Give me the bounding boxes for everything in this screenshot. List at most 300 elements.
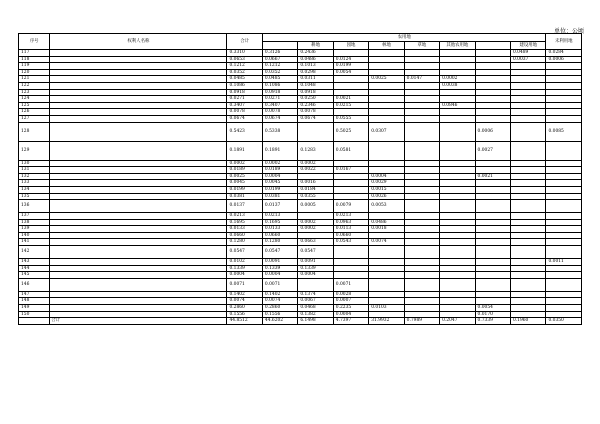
row-name — [50, 180, 227, 187]
row-cultivated: 0.0091 — [262, 259, 297, 266]
row-cultivated: 0.0381 — [262, 193, 297, 200]
row-unused — [546, 226, 582, 233]
row-unused — [546, 298, 582, 305]
row-name — [50, 109, 227, 116]
row-col-10: 0.0006 — [475, 122, 510, 141]
row-col-10 — [475, 219, 510, 226]
row-seq: 145 — [19, 272, 50, 279]
row-cultivated: 0.0002 — [262, 160, 297, 167]
table-row — [19, 82, 582, 89]
row-cultivated: 0.0133 — [262, 226, 297, 233]
row-seq: 146 — [19, 278, 50, 291]
row-col-9: 0.0038 — [440, 82, 475, 89]
row-cultivated: 0.0045 — [262, 180, 297, 187]
row-seq: 118 — [19, 56, 50, 63]
row-name — [50, 50, 227, 57]
row-col-10 — [475, 239, 510, 246]
row-other-farm — [404, 311, 439, 318]
row-grass: 0.0307 — [369, 122, 404, 141]
row-unused — [546, 311, 582, 318]
row-other-farm — [404, 122, 439, 141]
row-col-10 — [475, 259, 510, 266]
row-total: 0.1891 — [227, 141, 262, 160]
row-col-9 — [440, 160, 475, 167]
table-row — [19, 246, 582, 259]
row-name — [50, 305, 227, 312]
row-forest: 0.0215 — [333, 102, 368, 109]
row-construction — [510, 265, 546, 272]
row-cultivated: 0.0189 — [262, 167, 297, 174]
header-grass: 草地 — [404, 42, 439, 50]
row-construction — [510, 160, 546, 167]
row-col-10 — [475, 213, 510, 220]
row-other-farm — [404, 56, 439, 63]
row-cultivated: 0.3126 — [262, 50, 297, 57]
row-col-9 — [440, 96, 475, 103]
row-total: 0.0137 — [227, 200, 262, 213]
row-name — [50, 259, 227, 266]
row-construction: 0.1960 — [510, 318, 546, 325]
row-col-9 — [440, 69, 475, 76]
row-col-10: 0.0170 — [475, 311, 510, 318]
row-total: 0.1086 — [227, 82, 262, 89]
row-construction — [510, 63, 546, 70]
row-construction — [510, 180, 546, 187]
row-construction — [510, 213, 546, 220]
row-grass — [369, 50, 404, 57]
row-grass — [369, 272, 404, 279]
row-cultivated: 0.1280 — [262, 239, 297, 246]
row-unused — [546, 141, 582, 160]
table-row — [19, 102, 582, 109]
unit-label: 单位：公顷 — [553, 28, 584, 35]
row-unused — [546, 173, 582, 180]
table-row — [19, 180, 582, 187]
row-other-farm: 0.0147 — [404, 76, 439, 83]
row-name — [50, 298, 227, 305]
row-other-farm — [404, 96, 439, 103]
row-other-farm — [404, 50, 439, 57]
row-name — [50, 82, 227, 89]
row-forest — [333, 76, 368, 83]
row-garden: 0.0091 — [298, 259, 333, 266]
row-total: 0.0660 — [227, 232, 262, 239]
row-garden: 0.2346 — [298, 102, 333, 109]
row-col-9 — [440, 141, 475, 160]
row-forest: 0.5025 — [333, 122, 368, 141]
row-grass — [369, 56, 404, 63]
row-col-10: 0.7339 — [475, 318, 510, 325]
table-row — [19, 76, 582, 83]
row-construction — [510, 167, 546, 174]
table-row — [19, 63, 582, 70]
table-row — [19, 219, 582, 226]
row-seq: 133 — [19, 180, 50, 187]
row-unused — [546, 96, 582, 103]
row-cultivated: 0.0918 — [262, 89, 297, 96]
row-unused — [546, 232, 582, 239]
row-name — [50, 63, 227, 70]
row-col-10 — [475, 63, 510, 70]
row-construction — [510, 76, 546, 83]
row-col-10 — [475, 96, 510, 103]
row-grass: 0.0053 — [369, 200, 404, 213]
row-col-10 — [475, 278, 510, 291]
row-construction — [510, 200, 546, 213]
row-total: 0.1280 — [227, 239, 262, 246]
row-col-10 — [475, 226, 510, 233]
row-total: 0.0004 — [227, 272, 262, 279]
row-garden: 0.2436 — [298, 50, 333, 57]
table-row — [19, 69, 582, 76]
row-forest: 4.7397 — [333, 318, 368, 325]
row-name — [50, 89, 227, 96]
row-grass — [369, 141, 404, 160]
row-construction — [510, 278, 546, 291]
row-total: 0.0074 — [227, 298, 262, 305]
row-other-farm — [404, 160, 439, 167]
row-forest: 0.0007 — [333, 298, 368, 305]
row-seq: 125 — [19, 102, 50, 109]
table-row — [19, 239, 582, 246]
row-name — [50, 226, 227, 233]
row-grass — [369, 167, 404, 174]
row-cultivated: 0.0078 — [262, 109, 297, 116]
header-blank-1 — [262, 42, 297, 50]
row-garden: 0.0002 — [298, 219, 333, 226]
row-grass: 0.0015 — [369, 186, 404, 193]
row-garden: 0.1283 — [298, 141, 333, 160]
row-garden: 0.0002 — [298, 226, 333, 233]
row-garden: 0.0486 — [298, 56, 333, 63]
row-seq: 135 — [19, 193, 50, 200]
row-unused — [546, 115, 582, 122]
row-col-9 — [440, 259, 475, 266]
row-col-10 — [475, 272, 510, 279]
row-garden — [298, 213, 333, 220]
row-other-farm — [404, 193, 439, 200]
row-col-10 — [475, 160, 510, 167]
table-row — [19, 193, 582, 200]
row-seq: 131 — [19, 167, 50, 174]
row-cultivated: 0.1402 — [262, 291, 297, 298]
land-use-table — [18, 33, 582, 325]
header-construction: 建设用地 — [510, 42, 546, 50]
row-cultivated: 0.0547 — [262, 246, 297, 259]
row-garden: 0.0022 — [298, 167, 333, 174]
row-forest — [333, 272, 368, 279]
row-construction — [510, 115, 546, 122]
row-seq: 120 — [19, 69, 50, 76]
row-garden: 0.0547 — [298, 246, 333, 259]
table-row — [19, 89, 582, 96]
row-total: 0.0102 — [227, 259, 262, 266]
row-garden: 0.0250 — [298, 96, 333, 103]
row-col-10 — [475, 69, 510, 76]
row-seq: 124 — [19, 96, 50, 103]
row-forest: 0.0660 — [333, 232, 368, 239]
row-total: 0.0213 — [227, 213, 262, 220]
table-row — [19, 213, 582, 220]
row-seq: 128 — [19, 122, 50, 141]
row-construction — [510, 89, 546, 96]
row-forest — [333, 265, 368, 272]
row-construction — [510, 109, 546, 116]
row-unused — [546, 102, 582, 109]
row-unused — [546, 213, 582, 220]
row-cultivated: 0.1339 — [262, 265, 297, 272]
row-grass — [369, 232, 404, 239]
row-grass — [369, 265, 404, 272]
table-row — [19, 167, 582, 174]
row-unused — [546, 239, 582, 246]
row-name — [50, 76, 227, 83]
table-row — [19, 265, 582, 272]
row-garden: 0.0674 — [298, 115, 333, 122]
row-forest: 0.0028 — [333, 291, 368, 298]
row-other-farm — [404, 173, 439, 180]
row-other-farm — [404, 246, 439, 259]
row-grass — [369, 82, 404, 89]
row-other-farm — [404, 102, 439, 109]
row-construction — [510, 102, 546, 109]
row-col-10 — [475, 109, 510, 116]
row-forest: 0.0199 — [333, 63, 368, 70]
row-col-10 — [475, 232, 510, 239]
row-forest: 0.0581 — [333, 141, 368, 160]
row-forest — [333, 180, 368, 187]
row-col-9 — [440, 278, 475, 291]
row-total: 0.0918 — [227, 89, 262, 96]
row-garden — [298, 232, 333, 239]
row-total: 0.1695 — [227, 219, 262, 226]
row-unused: 0.0006 — [546, 56, 582, 63]
row-total: 0.5423 — [227, 122, 262, 141]
row-col-9 — [440, 226, 475, 233]
row-forest — [333, 186, 368, 193]
row-grass — [369, 291, 404, 298]
row-garden: 0.1382 — [298, 311, 333, 318]
header-cultivated: 耕地 — [298, 42, 333, 50]
row-garden: 0.0184 — [298, 186, 333, 193]
row-garden: 0.0355 — [298, 193, 333, 200]
row-name: 合计 — [50, 318, 227, 325]
row-other-farm — [404, 265, 439, 272]
header-total: 合计 — [227, 34, 262, 50]
row-col-10 — [475, 56, 510, 63]
row-col-9 — [440, 239, 475, 246]
row-forest: 0.0004 — [333, 311, 368, 318]
row-total: 0.1556 — [227, 311, 262, 318]
row-total: 0.1339 — [227, 265, 262, 272]
row-name — [50, 122, 227, 141]
row-seq: 148 — [19, 298, 50, 305]
row-name — [50, 173, 227, 180]
row-cultivated: 0.0199 — [262, 186, 297, 193]
row-unused — [546, 200, 582, 213]
row-forest — [333, 82, 368, 89]
row-construction — [510, 226, 546, 233]
table-row — [19, 160, 582, 167]
row-grass: 0.0486 — [369, 219, 404, 226]
row-seq: 139 — [19, 226, 50, 233]
row-col-9 — [440, 173, 475, 180]
row-forest: 0.0555 — [333, 115, 368, 122]
row-cultivated: 0.1086 — [262, 82, 297, 89]
row-garden: 0.0078 — [298, 109, 333, 116]
row-forest — [333, 160, 368, 167]
row-construction — [510, 219, 546, 226]
row-name — [50, 246, 227, 259]
row-grass — [369, 160, 404, 167]
row-garden: 0.0918 — [298, 89, 333, 96]
row-construction — [510, 272, 546, 279]
row-forest: 0.0071 — [333, 278, 368, 291]
row-cultivated: 0.0074 — [262, 298, 297, 305]
row-col-9 — [440, 200, 475, 213]
table-row — [19, 298, 582, 305]
row-col-9 — [440, 213, 475, 220]
row-name — [50, 141, 227, 160]
row-seq: 119 — [19, 63, 50, 70]
row-grass — [369, 109, 404, 116]
row-forest — [333, 259, 368, 266]
row-garden: 0.0298 — [298, 69, 333, 76]
row-construction — [510, 311, 546, 318]
row-name — [50, 311, 227, 318]
row-unused — [546, 160, 582, 167]
row-unused — [546, 82, 582, 89]
row-garden: 0.0067 — [298, 298, 333, 305]
row-name — [50, 69, 227, 76]
row-seq: 129 — [19, 141, 50, 160]
table-row — [19, 109, 582, 116]
table-row — [19, 259, 582, 266]
row-construction — [510, 305, 546, 312]
row-col-9 — [440, 272, 475, 279]
row-col-9 — [440, 56, 475, 63]
row-grass — [369, 311, 404, 318]
row-unused: 0.0350 — [546, 318, 582, 325]
row-grass — [369, 115, 404, 122]
row-col-10 — [475, 167, 510, 174]
row-grass: 0.0018 — [369, 226, 404, 233]
row-other-farm: 0.7989 — [404, 318, 439, 325]
row-other-farm — [404, 232, 439, 239]
table-row — [19, 311, 582, 318]
row-col-9: 0.0002 — [440, 76, 475, 83]
row-total: 0.0045 — [227, 180, 262, 187]
row-forest: 0.2235 — [333, 305, 368, 312]
row-other-farm — [404, 272, 439, 279]
row-grass — [369, 298, 404, 305]
row-grass — [369, 63, 404, 70]
table-row — [19, 186, 582, 193]
row-col-9 — [440, 50, 475, 57]
row-grass: 31.9932 — [369, 318, 404, 325]
row-grass — [369, 213, 404, 220]
row-garden: 0.1339 — [298, 265, 333, 272]
row-col-9 — [440, 63, 475, 70]
row-col-10: 0.0027 — [475, 141, 510, 160]
row-construction: 0.0489 — [510, 50, 546, 57]
row-seq: 150 — [19, 311, 50, 318]
row-construction — [510, 173, 546, 180]
row-garden — [298, 173, 333, 180]
row-total: 0.0271 — [227, 96, 262, 103]
row-grass — [369, 89, 404, 96]
row-unused — [546, 272, 582, 279]
row-name — [50, 232, 227, 239]
header-farm-group: 农用地 — [262, 34, 546, 42]
total-row — [19, 318, 582, 325]
row-forest: 0.0079 — [333, 200, 368, 213]
row-seq: 127 — [19, 115, 50, 122]
row-unused — [546, 76, 582, 83]
row-col-9 — [440, 89, 475, 96]
row-unused — [546, 69, 582, 76]
row-seq: 130 — [19, 160, 50, 167]
row-total: 0.0674 — [227, 115, 262, 122]
row-other-farm — [404, 69, 439, 76]
row-unused — [546, 265, 582, 272]
table-row — [19, 115, 582, 122]
row-col-9 — [440, 186, 475, 193]
row-seq: 138 — [19, 219, 50, 226]
row-garden: 6.1498 — [298, 318, 333, 325]
row-col-9 — [440, 167, 475, 174]
row-name — [50, 102, 227, 109]
row-name — [50, 278, 227, 291]
row-total: 0.0133 — [227, 226, 262, 233]
row-name — [50, 265, 227, 272]
row-total: 0.0653 — [227, 56, 262, 63]
row-col-10 — [475, 180, 510, 187]
row-other-farm — [404, 180, 439, 187]
row-col-9 — [440, 246, 475, 259]
row-other-farm — [404, 259, 439, 266]
header-forest: 林地 — [369, 42, 404, 50]
row-seq: 136 — [19, 200, 50, 213]
row-total: 0.0547 — [227, 246, 262, 259]
row-col-9: 0.0846 — [440, 102, 475, 109]
table-row — [19, 305, 582, 312]
row-unused — [546, 89, 582, 96]
row-other-farm — [404, 63, 439, 70]
row-seq: 121 — [19, 76, 50, 83]
row-col-10 — [475, 115, 510, 122]
row-forest: 0.0213 — [333, 213, 368, 220]
row-name — [50, 160, 227, 167]
row-garden: 0.0016 — [298, 180, 333, 187]
table-row — [19, 272, 582, 279]
row-name — [50, 167, 227, 174]
row-unused: 0.0011 — [546, 259, 582, 266]
row-total: 0.0078 — [227, 109, 262, 116]
row-construction — [510, 193, 546, 200]
row-name — [50, 213, 227, 220]
table-row — [19, 50, 582, 57]
row-garden: 0.1013 — [298, 63, 333, 70]
row-seq: 137 — [19, 213, 50, 220]
row-col-10 — [475, 50, 510, 57]
row-forest — [333, 173, 368, 180]
row-cultivated: 0.0004 — [262, 173, 297, 180]
row-other-farm — [404, 141, 439, 160]
row-col-9 — [440, 193, 475, 200]
row-unused — [546, 219, 582, 226]
row-forest: 0.0113 — [333, 226, 368, 233]
